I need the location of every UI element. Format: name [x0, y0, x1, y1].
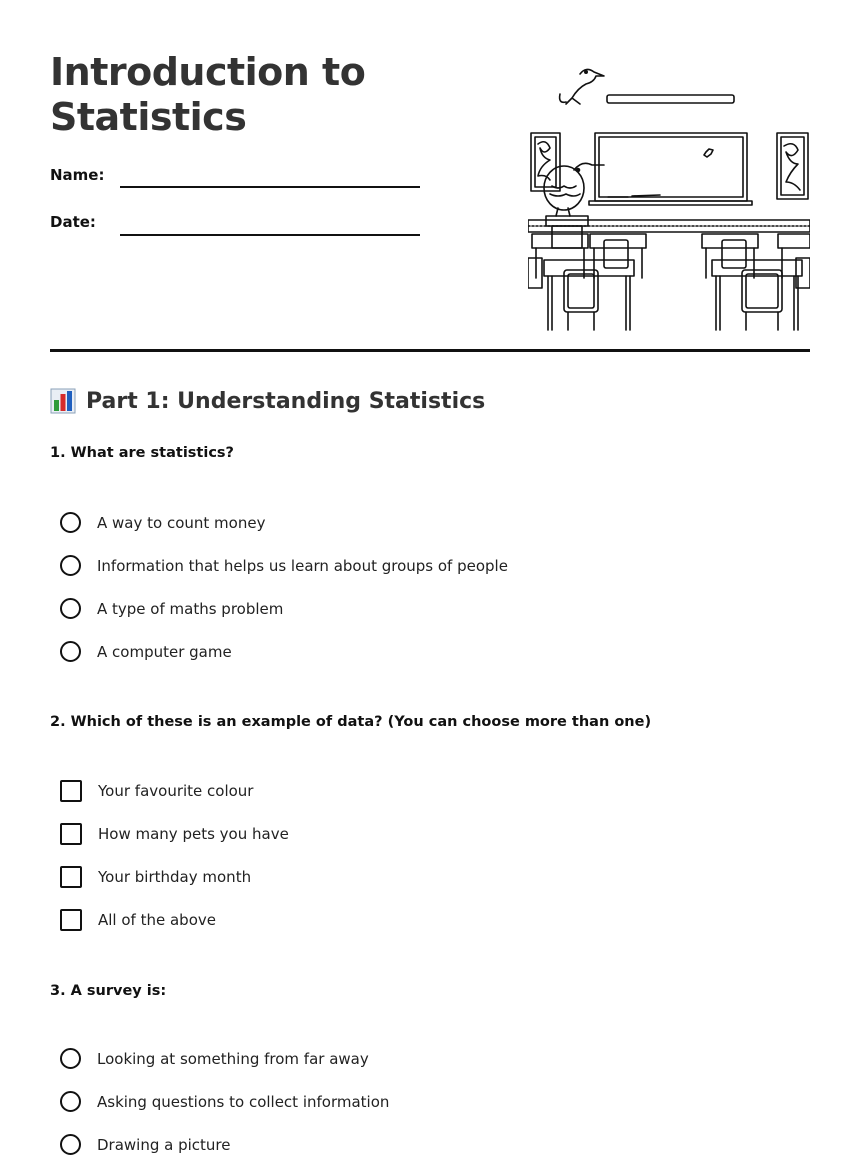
- radio-button[interactable]: [60, 641, 81, 662]
- option-label: Asking questions to collect information: [97, 1092, 390, 1111]
- option-label: A way to count money: [97, 513, 266, 532]
- option-label: How many pets you have: [98, 825, 289, 843]
- question-1: 1. What are statistics?: [50, 445, 234, 461]
- q3-option-1[interactable]: [60, 1048, 369, 1069]
- name-field[interactable]: [120, 186, 420, 188]
- classroom-kiwi-illustration-icon: [528, 62, 810, 332]
- radio-button[interactable]: [60, 512, 81, 533]
- q3-option-3[interactable]: [60, 1134, 231, 1155]
- option-label: All of the above: [98, 911, 216, 929]
- question-2: 2. Which of these is an example of data? (You can choose more than one): [50, 714, 652, 730]
- header-divider: [50, 349, 810, 352]
- title-line-2: Statistics: [50, 95, 247, 139]
- q1-option-2[interactable]: [60, 555, 508, 576]
- title-line-1: Introduction to: [50, 50, 366, 94]
- part1-heading: [50, 388, 485, 414]
- option-label: Your favourite colour: [98, 782, 254, 800]
- option-label: A type of maths problem: [97, 599, 284, 618]
- checkbox[interactable]: [60, 823, 82, 845]
- q2-option-4[interactable]: [60, 909, 216, 931]
- q3-option-2[interactable]: [60, 1091, 389, 1112]
- checkbox[interactable]: [60, 780, 82, 802]
- option-label: A computer game: [97, 642, 232, 661]
- worksheet-title: [50, 50, 365, 140]
- option-label: Looking at something from far away: [97, 1049, 369, 1068]
- q2-option-3[interactable]: [60, 866, 251, 888]
- radio-button[interactable]: [60, 1091, 81, 1112]
- option-label: Information that helps us learn about groups of people: [97, 556, 508, 575]
- radio-button[interactable]: [60, 598, 81, 619]
- radio-button[interactable]: [60, 1134, 81, 1155]
- radio-button[interactable]: [60, 555, 81, 576]
- q1-option-4[interactable]: [60, 641, 232, 662]
- q1-option-3[interactable]: [60, 598, 283, 619]
- q1-option-1[interactable]: [60, 512, 265, 533]
- checkbox[interactable]: [60, 866, 82, 888]
- part1-heading-text: Part 1: Understanding Statistics: [86, 388, 486, 414]
- option-label: Your birthday month: [98, 868, 252, 886]
- q2-option-1[interactable]: [60, 780, 253, 802]
- radio-button[interactable]: [60, 1048, 81, 1069]
- option-label: Drawing a picture: [97, 1135, 231, 1154]
- date-field[interactable]: [120, 234, 420, 236]
- bar-chart-icon: [50, 388, 76, 414]
- date-label: Date:: [50, 213, 96, 231]
- q2-option-2[interactable]: [60, 823, 289, 845]
- checkbox[interactable]: [60, 909, 82, 931]
- question-3: 3. A survey is:: [50, 983, 167, 999]
- name-label: Name:: [50, 166, 105, 184]
